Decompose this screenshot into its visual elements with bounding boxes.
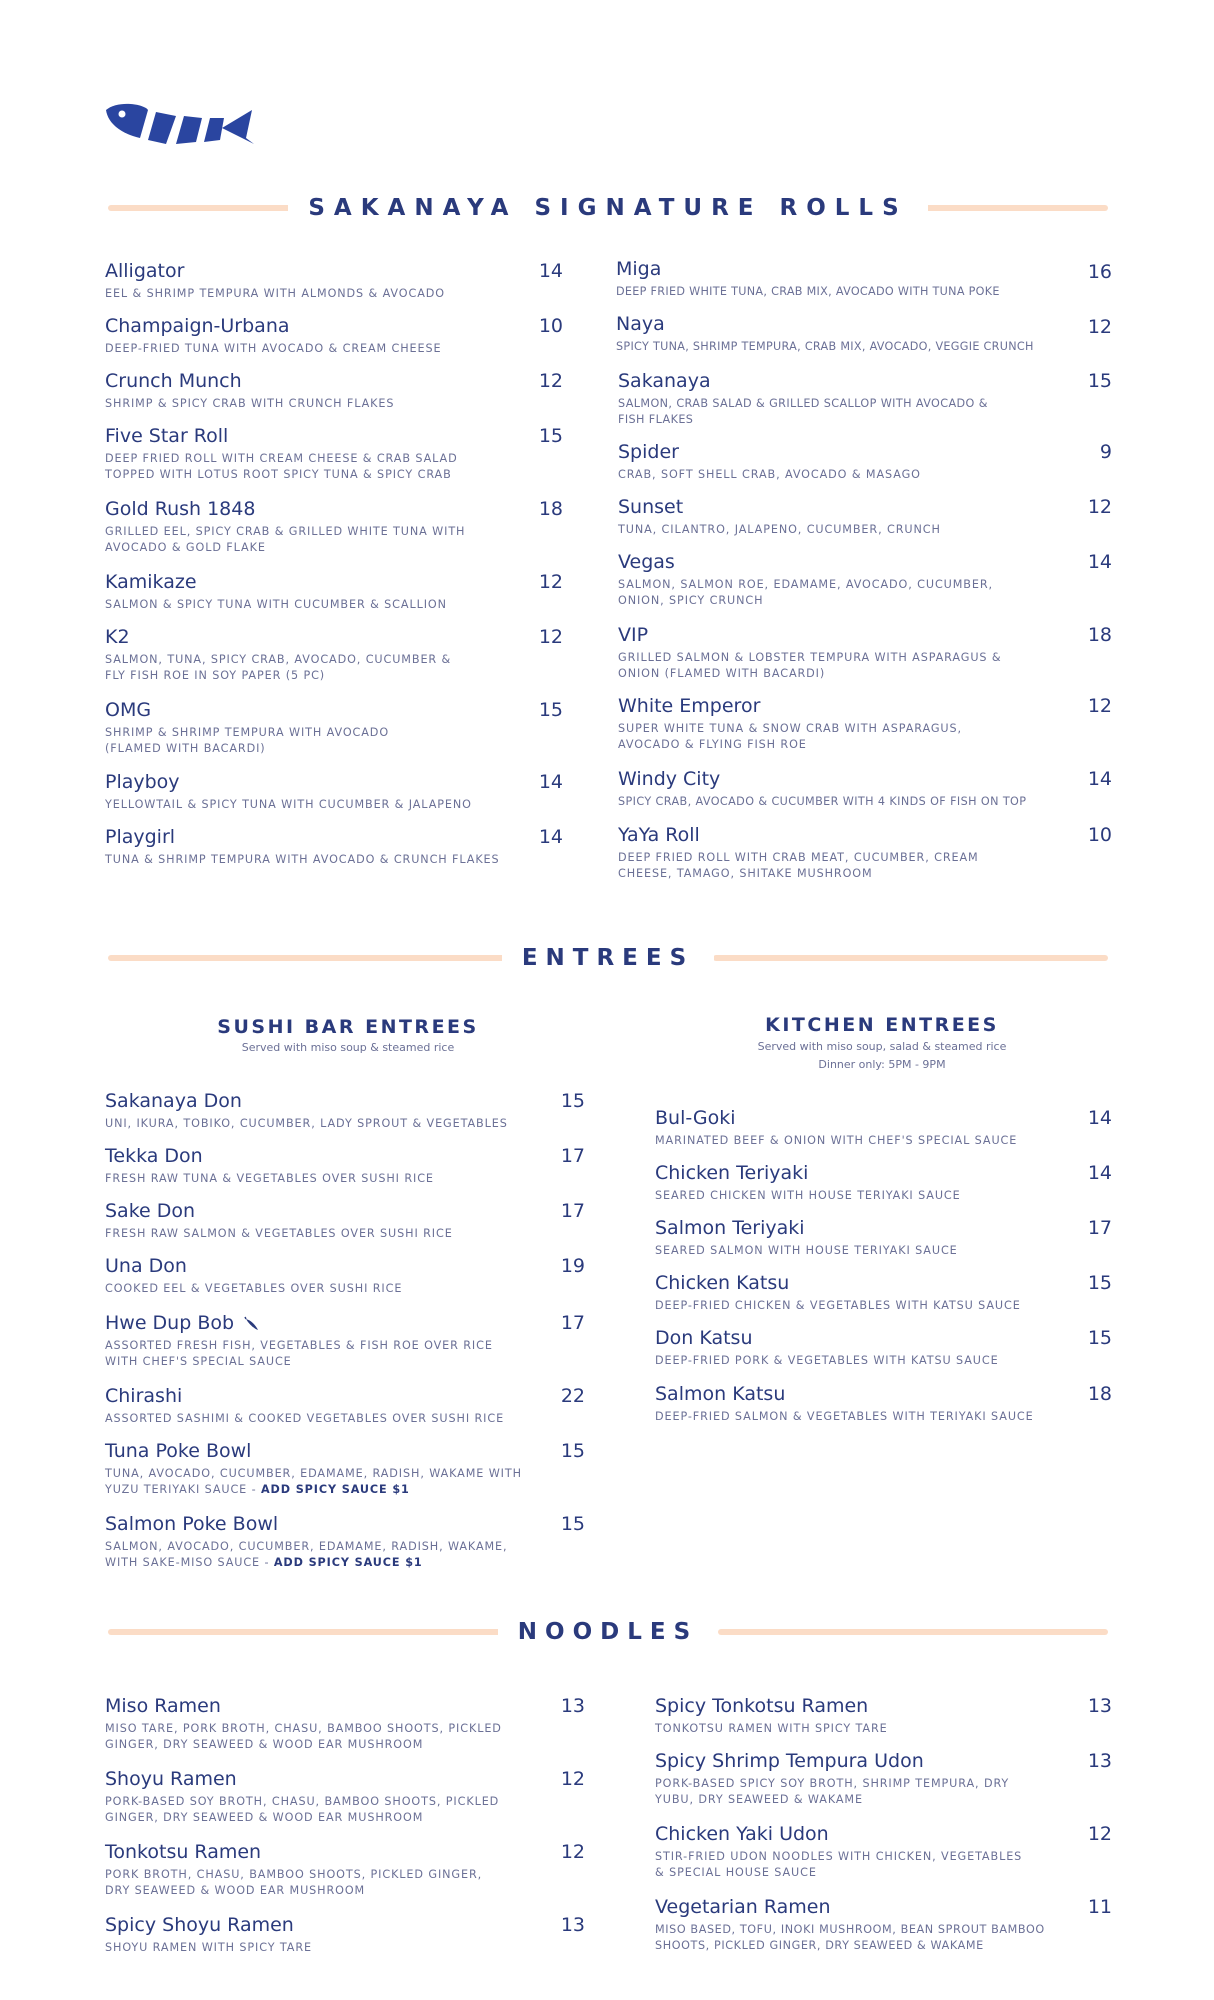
item-price: 13	[1087, 1695, 1112, 1717]
menu-item	[105, 425, 563, 483]
item-desc: SUPER WHITE TUNA & SNOW CRAB WITH ASPARAGUS, AVOCADO & FLYING FISH ROE	[618, 722, 962, 751]
item-price: 10	[1087, 824, 1112, 846]
item-price: 12	[538, 571, 563, 593]
item-price: 12	[1087, 695, 1112, 717]
menu-item	[655, 1162, 1112, 1204]
menu-item	[105, 1255, 585, 1297]
item-price: 10	[538, 315, 563, 337]
item-price: 12	[560, 1768, 585, 1790]
item-name: Spider	[618, 441, 679, 463]
item-desc: GRILLED SALMON & LOBSTER TEMPURA WITH ASPARAGUS & ONION (FLAMED WITH BACARDI)	[618, 651, 1002, 680]
menu-item	[655, 1217, 1112, 1259]
item-name: Five Star Roll	[105, 425, 229, 447]
item-desc: DEEP FRIED WHITE TUNA, CRAB MIX, AVOCADO WITH TUNA POKE	[616, 285, 1000, 298]
item-name: Spicy Shrimp Tempura Udon	[655, 1750, 924, 1772]
item-price: 14	[538, 260, 563, 282]
item-price: 15	[560, 1090, 585, 1112]
menu-item	[618, 370, 1112, 428]
item-name: Sunset	[618, 496, 684, 518]
item-price: 12	[538, 370, 563, 392]
item-desc: COOKED EEL & VEGETABLES OVER SUSHI RICE	[105, 1282, 403, 1295]
item-name: Salmon Katsu	[655, 1383, 786, 1405]
item-name: White Emperor	[618, 695, 761, 717]
section-title: SAKANAYA SIGNATURE ROLLS	[288, 188, 927, 228]
item-price: 12	[560, 1841, 585, 1863]
menu-item	[105, 1145, 585, 1187]
item-desc: DEEP FRIED ROLL WITH CRAB MEAT, CUCUMBER, CREAM CHEESE, TAMAGO, SHITAKE MUSHROOM	[618, 851, 979, 880]
item-desc: SHRIMP & SHRIMP TEMPURA WITH AVOCADO (FLAMED WITH BACARDI)	[105, 726, 390, 755]
item-desc: DEEP-FRIED SALMON & VEGETABLES WITH TERIYAKI SAUCE	[655, 1410, 1034, 1423]
kitchen-note: Served with miso soup, salad & steamed rice	[757, 1040, 1007, 1053]
item-extra: ADD SPICY SAUCE $1	[273, 1556, 423, 1569]
menu-item	[105, 1914, 585, 1956]
item-price: 17	[1087, 1217, 1112, 1239]
menu-item	[105, 771, 563, 813]
item-price: 16	[1087, 261, 1112, 283]
item-name: Alligator	[105, 260, 185, 282]
sushi-bar-note: Served with miso soup & steamed rice	[241, 1041, 455, 1054]
item-price: 17	[560, 1200, 585, 1222]
item-name: Playboy	[105, 771, 180, 793]
menu-item	[655, 1107, 1112, 1149]
item-desc: YELLOWTAIL & SPICY TUNA WITH CUCUMBER & JALAPENO	[105, 798, 472, 811]
item-desc: SALMON & SPICY TUNA WITH CUCUMBER & SCALLION	[105, 598, 447, 611]
item-name: Crunch Munch	[105, 370, 242, 392]
item-desc: PORK-BASED SPICY SOY BROTH, SHRIMP TEMPURA, DRY YUBU, DRY SEAWEED & WAKAME	[655, 1777, 1010, 1806]
item-price: 14	[1087, 768, 1112, 790]
item-desc: DEEP FRIED ROLL WITH CREAM CHEESE & CRAB SALAD TOPPED WITH LOTUS ROOT SPICY TUNA & SPICY CRAB	[105, 452, 458, 481]
item-price: 18	[538, 498, 563, 520]
menu-item	[105, 571, 563, 613]
item-price: 14	[1087, 1107, 1112, 1129]
item-desc: TUNA, AVOCADO, CUCUMBER, EDAMAME, RADISH, WAKAME WITH YUZU TERIYAKI SAUCE -	[105, 1467, 522, 1496]
item-price: 15	[560, 1440, 585, 1462]
item-desc: PORK-BASED SOY BROTH, CHASU, BAMBOO SHOOTS, PICKLED GINGER, DRY SEAWEED & WOOD EAR MUSHROOM	[105, 1795, 500, 1824]
item-desc: TUNA, CILANTRO, JALAPENO, CUCUMBER, CRUNCH	[618, 523, 941, 536]
item-price: 12	[1087, 316, 1112, 338]
item-price: 12	[538, 626, 563, 648]
item-name: Chirashi	[105, 1385, 183, 1407]
item-price: 15	[1087, 370, 1112, 392]
menu-item	[655, 1383, 1112, 1425]
menu-item	[105, 699, 563, 757]
item-price: 14	[1087, 551, 1112, 573]
item-name: Playgirl	[105, 826, 176, 848]
menu-item	[105, 1513, 585, 1571]
item-name: YaYa Roll	[618, 824, 700, 846]
item-desc: SHRIMP & SPICY CRAB WITH CRUNCH FLAKES	[105, 397, 395, 410]
item-name: Tekka Don	[105, 1145, 203, 1167]
item-name: OMG	[105, 699, 152, 721]
item-desc: GRILLED EEL, SPICY CRAB & GRILLED WHITE TUNA WITH AVOCADO & GOLD FLAKE	[105, 525, 466, 554]
item-desc: SHOYU RAMEN WITH SPICY TARE	[105, 1941, 312, 1954]
menu-item	[618, 496, 1112, 538]
menu-item	[105, 1695, 585, 1753]
menu-item	[618, 695, 1112, 753]
menu-item	[105, 260, 563, 302]
menu-item	[105, 1200, 585, 1242]
entrees-header	[108, 938, 1108, 978]
item-price: 18	[1087, 1383, 1112, 1405]
menu-item	[655, 1896, 1112, 1954]
menu-item	[655, 1272, 1112, 1314]
menu-item	[105, 315, 563, 357]
item-desc: PORK BROTH, CHASU, BAMBOO SHOOTS, PICKLED GINGER, DRY SEAWEED & WOOD EAR MUSHROOM	[105, 1868, 483, 1897]
menu-item	[105, 1385, 585, 1427]
item-name: Miso Ramen	[105, 1695, 221, 1717]
item-desc: SPICY TUNA, SHRIMP TEMPURA, CRAB MIX, AVOCADO, VEGGIE CRUNCH	[616, 340, 1034, 353]
item-price: 13	[560, 1914, 585, 1936]
item-desc: MISO BASED, TOFU, INOKI MUSHROOM, BEAN SPROUT BAMBOO SHOOTS, PICKLED GINGER, DRY SEAWEED & WAKAME	[655, 1923, 1045, 1952]
item-price: 15	[538, 425, 563, 447]
item-price: 11	[1087, 1896, 1112, 1918]
menu-item	[105, 498, 563, 556]
item-name: Naya	[616, 313, 665, 335]
item-desc: SEARED SALMON WITH HOUSE TERIYAKI SAUCE	[655, 1244, 958, 1257]
item-desc: MARINATED BEEF & ONION WITH CHEF'S SPECIAL SAUCE	[655, 1134, 1018, 1147]
item-name: Salmon Poke Bowl	[105, 1513, 279, 1535]
menu-item	[105, 1440, 585, 1498]
fish-logo-icon	[104, 100, 254, 156]
menu-item	[618, 824, 1112, 882]
item-price: 13	[1087, 1750, 1112, 1772]
kitchen-title: KITCHEN ENTREES	[765, 1014, 999, 1036]
menu-item	[618, 624, 1112, 682]
item-desc: FRESH RAW SALMON & VEGETABLES OVER SUSHI RICE	[105, 1227, 453, 1240]
menu-item	[105, 1312, 585, 1370]
item-desc: STIR-FRIED UDON NOODLES WITH CHICKEN, VEGETABLES & SPECIAL HOUSE SAUCE	[655, 1850, 1023, 1879]
item-name: Shoyu Ramen	[105, 1768, 237, 1790]
item-name: Chicken Teriyaki	[655, 1162, 809, 1184]
item-name: Vegetarian Ramen	[655, 1896, 831, 1918]
item-desc: UNI, IKURA, TOBIKO, CUCUMBER, LADY SPROUT & VEGETABLES	[105, 1117, 508, 1130]
menu-item	[616, 258, 1112, 300]
menu-item	[618, 768, 1112, 810]
item-price: 17	[560, 1312, 585, 1334]
item-desc: SALMON, AVOCADO, CUCUMBER, EDAMAME, RADISH, WAKAME, WITH SAKE-MISO SAUCE -	[105, 1540, 508, 1569]
item-price: 18	[1087, 624, 1112, 646]
item-price: 15	[1087, 1272, 1112, 1294]
item-desc: CRAB, SOFT SHELL CRAB, AVOCADO & MASAGO	[618, 468, 921, 481]
item-name: Tuna Poke Bowl	[105, 1440, 252, 1462]
item-name: Bul-Goki	[655, 1107, 736, 1129]
item-price: 12	[1087, 1823, 1112, 1845]
menu-item	[655, 1327, 1112, 1369]
item-name: Hwe Dup Bob	[105, 1312, 235, 1334]
item-name: Kamikaze	[105, 571, 197, 593]
item-price: 13	[560, 1695, 585, 1717]
item-desc: SALMON, TUNA, SPICY CRAB, AVOCADO, CUCUMBER & FLY FISH ROE IN SOY PAPER (5 PC)	[105, 653, 452, 682]
item-name: K2	[105, 626, 130, 648]
item-name: Una Don	[105, 1255, 187, 1277]
item-price: 14	[538, 771, 563, 793]
item-desc: MISO TARE, PORK BROTH, CHASU, BAMBOO SHOOTS, PICKLED GINGER, DRY SEAWEED & WOOD EAR MUSHROOM	[105, 1722, 502, 1751]
item-desc: SALMON, SALMON ROE, EDAMAME, AVOCADO, CUCUMBER, ONION, SPICY CRUNCH	[618, 578, 993, 607]
sushi-bar-title: SUSHI BAR ENTREES	[217, 1016, 479, 1038]
item-price: 15	[560, 1513, 585, 1535]
section-title: NOODLES	[498, 1612, 718, 1652]
item-price: 17	[560, 1145, 585, 1167]
item-desc: ASSORTED SASHIMI & COOKED VEGETABLES OVER SUSHI RICE	[105, 1412, 505, 1425]
menu-item	[655, 1695, 1112, 1737]
item-desc: TUNA & SHRIMP TEMPURA WITH AVOCADO & CRUNCH FLAKES	[105, 853, 500, 866]
item-name: Vegas	[618, 551, 675, 573]
item-desc: ASSORTED FRESH FISH, VEGETABLES & FISH ROE OVER RICE WITH CHEF'S SPECIAL SAUCE	[105, 1339, 493, 1368]
item-name: Windy City	[618, 768, 721, 790]
item-desc: DEEP-FRIED CHICKEN & VEGETABLES WITH KATSU SAUCE	[655, 1299, 1021, 1312]
menu-item	[105, 370, 563, 412]
item-price: 15	[538, 699, 563, 721]
item-name: Champaign-Urbana	[105, 315, 290, 337]
item-name: Spicy Shoyu Ramen	[105, 1914, 294, 1936]
signature-rolls-header	[108, 188, 1108, 228]
item-name: Sakanaya Don	[105, 1090, 242, 1112]
menu-item	[105, 1090, 585, 1132]
item-desc: EEL & SHRIMP TEMPURA WITH ALMONDS & AVOCADO	[105, 287, 445, 300]
section-title: ENTREES	[502, 938, 714, 978]
item-desc: DEEP-FRIED PORK & VEGETABLES WITH KATSU SAUCE	[655, 1354, 999, 1367]
item-price: 9	[1099, 441, 1112, 463]
noodles-header	[108, 1612, 1108, 1652]
item-name: Spicy Tonkotsu Ramen	[655, 1695, 869, 1717]
item-name: Miga	[616, 258, 662, 280]
item-price: 15	[1087, 1327, 1112, 1349]
item-name: Sake Don	[105, 1200, 196, 1222]
menu-item	[105, 1841, 585, 1899]
item-desc: SEARED CHICKEN WITH HOUSE TERIYAKI SAUCE	[655, 1189, 961, 1202]
kitchen-note-hours: Dinner only: 5PM - 9PM	[818, 1058, 946, 1071]
item-extra: ADD SPICY SAUCE $1	[261, 1483, 410, 1496]
menu-item	[618, 441, 1112, 483]
item-desc: SPICY CRAB, AVOCADO & CUCUMBER WITH 4 KINDS OF FISH ON TOP	[618, 795, 1027, 808]
item-desc: TONKOTSU RAMEN WITH SPICY TARE	[655, 1722, 888, 1735]
item-name: Sakanaya	[618, 370, 711, 392]
menu-item	[105, 626, 563, 684]
item-price: 14	[1087, 1162, 1112, 1184]
item-price: 22	[560, 1385, 585, 1407]
menu-item	[655, 1823, 1112, 1881]
item-name: Gold Rush 1848	[105, 498, 256, 520]
item-price: 14	[538, 826, 563, 848]
menu-item	[655, 1750, 1112, 1808]
menu-item	[105, 1768, 585, 1826]
item-price: 12	[1087, 496, 1112, 518]
menu-item	[618, 551, 1112, 609]
chili-pepper-icon	[244, 1316, 260, 1332]
item-desc: FRESH RAW TUNA & VEGETABLES OVER SUSHI RICE	[105, 1172, 434, 1185]
item-name: Chicken Yaki Udon	[655, 1823, 829, 1845]
menu-item	[105, 826, 563, 868]
item-name: Don Katsu	[655, 1327, 753, 1349]
item-price: 19	[560, 1255, 585, 1277]
item-desc: SALMON, CRAB SALAD & GRILLED SCALLOP WITH AVOCADO & FISH FLAKES	[618, 397, 988, 426]
item-name: Salmon Teriyaki	[655, 1217, 805, 1239]
menu-item	[616, 313, 1112, 355]
item-name: VIP	[618, 624, 649, 646]
item-name: Chicken Katsu	[655, 1272, 790, 1294]
item-desc: DEEP-FRIED TUNA WITH AVOCADO & CREAM CHEESE	[105, 342, 442, 355]
item-name: Tonkotsu Ramen	[105, 1841, 262, 1863]
